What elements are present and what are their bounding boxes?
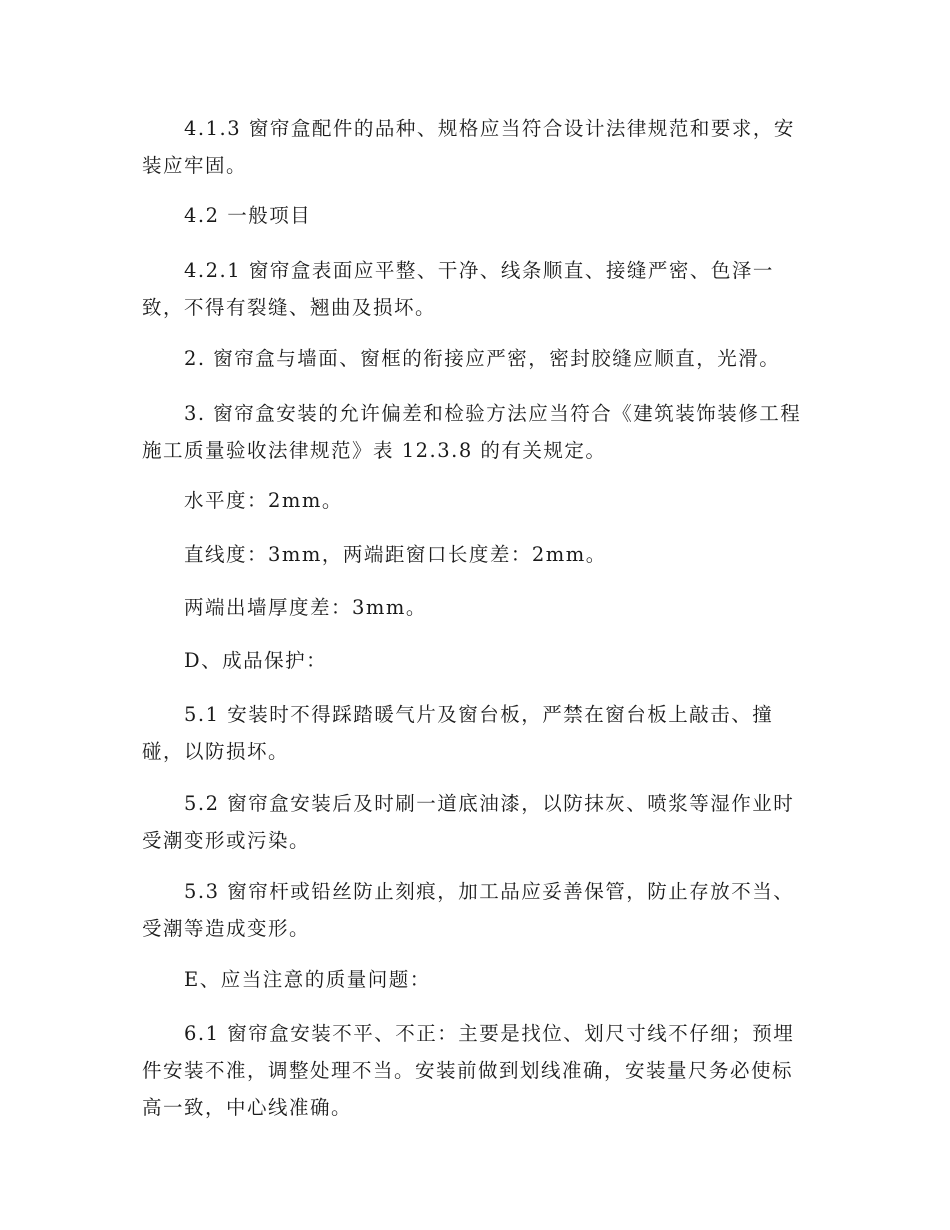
paragraph-thickness bbox=[142, 589, 812, 626]
paragraph-text: 5.2 窗帘盒安装后及时刷一道底油漆，以防抹灰、喷浆等湿作业时受潮变形或污染。 bbox=[142, 792, 795, 852]
paragraph-6-1 bbox=[142, 1015, 812, 1126]
paragraph-5-3 bbox=[142, 873, 812, 947]
paragraph-text: 直线度：3mm，两端距窗口长度差：2mm。 bbox=[184, 543, 607, 566]
paragraph-2 bbox=[142, 340, 812, 377]
paragraph-text: 5.1 安装时不得踩踏暖气片及窗台板，严禁在窗台板上敲击、撞碰，以防损坏。 bbox=[142, 703, 774, 763]
paragraph-text: 两端出墙厚度差：3mm。 bbox=[184, 596, 427, 619]
paragraph-text: E、应当注意的质量问题： bbox=[184, 968, 431, 991]
paragraph-4-2-1 bbox=[142, 252, 812, 326]
paragraph-3 bbox=[142, 395, 812, 469]
paragraph-text: 5.3 窗帘杆或铅丝防止刻痕，加工品应妥善保管，防止存放不当、受潮等造成变形。 bbox=[142, 880, 795, 940]
heading-d bbox=[142, 642, 812, 679]
paragraph-4-1-3 bbox=[142, 110, 812, 184]
heading-e bbox=[142, 961, 812, 998]
paragraph-text: 4.1.3 窗帘盒配件的品种、规格应当符合设计法律规范和要求，安装应牢固。 bbox=[142, 117, 795, 177]
paragraph-text: 水平度：2mm。 bbox=[184, 489, 343, 512]
paragraph-5-1 bbox=[142, 696, 812, 770]
paragraph-text: 2. 窗帘盒与墙面、窗框的衔接应严密，密封胶缝应顺直，光滑。 bbox=[184, 347, 781, 370]
paragraph-text: 4.2.1 窗帘盒表面应平整、干净、线条顺直、接缝严密、色泽一致，不得有裂缝、翘曲及损坏。 bbox=[142, 259, 774, 319]
heading-4-2 bbox=[142, 197, 812, 234]
paragraph-level bbox=[142, 482, 812, 519]
paragraph-text: 3. 窗帘盒安装的允许偏差和检验方法应当符合《建筑装饰装修工程施工质量验收法律规范》表 12.3.8 的有关规定。 bbox=[142, 402, 802, 462]
paragraph-5-2 bbox=[142, 785, 812, 859]
paragraph-straightness bbox=[142, 536, 812, 573]
paragraph-text: 6.1 窗帘盒安装不平、不正：主要是找位、划尺寸线不仔细；预埋件安装不准，调整处理不当。安装前做到划线准确，安装量尺务必使标高一致，中心线准确。 bbox=[142, 1022, 795, 1119]
paragraph-text: D、成品保护： bbox=[184, 649, 328, 672]
paragraph-text: 4.2 一般项目 bbox=[184, 204, 312, 227]
